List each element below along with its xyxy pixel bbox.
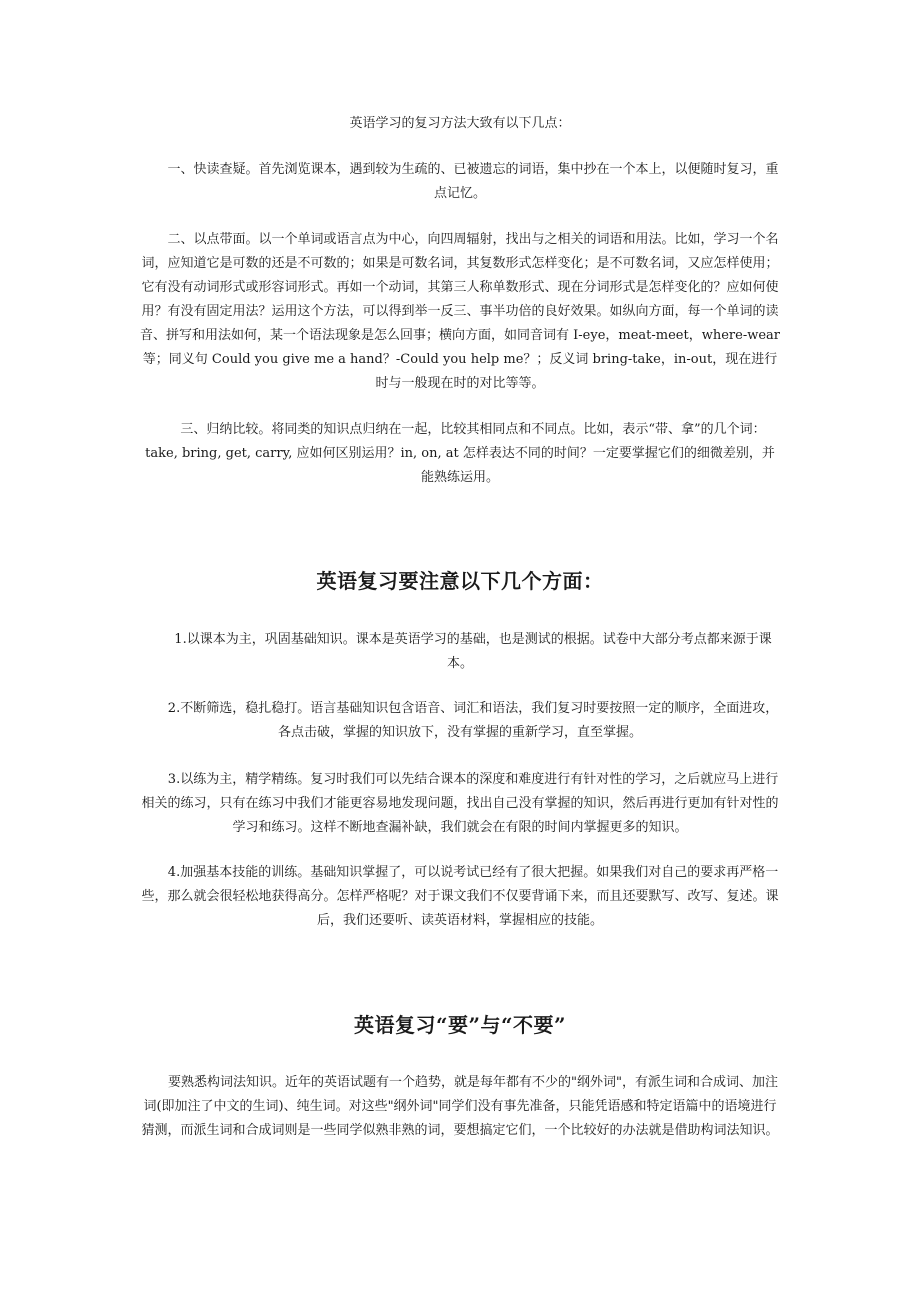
section2-item1: 1.以课本为主，巩固基础知识。课本是英语学习的基础，也是测试的根据。试卷中大部分考点都来源于课本。 xyxy=(174,632,772,671)
section1-point1: 一、快读查疑。首先浏览课本，遇到较为生疏的、已被遗忘的词语，集中抄在一个本上，以便随时复习，重点记忆。 xyxy=(167,162,779,201)
section2-heading: 英语复习要注意以下几个方面： xyxy=(316,569,604,593)
section1-intro: 英语学习的复习方法大致有以下几点： xyxy=(349,116,571,131)
section1-point2: 二、以点带面。以一个单词或语言点为中心，向四周辐射，找出与之相关的词语和用法。比如，学习一个名词，应知道它是可数的还是不可数的；如果是可数名词，其复数形式怎样变化；是不可数名词，又应怎样使用；它有没有动词形式或形容词形式。再如一个动词，其第三人称单数形式、现在分词形式是怎样变化的？应如何使用？有没有固定用法？运用这个方法，可以得到举一反三、事半功倍的良好效果。如纵向方面，每一个单词的读音、拼写和用法如何，某一个语法现象是怎么回事；横向方面，如同音词有 I-eye，meat-meet，where-wear 等；同义句 Could you give me a hand？-Could you help me？；反义词 bring-take，in-out，现在进行时与一般现在时的对比等等。 xyxy=(140,232,780,391)
section3-heading: 英语复习“要”与“不要” xyxy=(353,1013,566,1037)
section2-item3: 3.以练为主，精学精练。复习时我们可以先结合课本的深度和难度进行有针对性的学习，之后就应马上进行相关的练习，只有在练习中我们才能更容易地发现问题，找出自己没有掌握的知识，然后再进行更加有针对性的学习和练习。这样不断地查漏补缺，我们就会在有限的时间内掌握更多的知识。 xyxy=(141,772,779,835)
section2-item2: 2.不断筛选，稳扎稳打。语言基础知识包含语音、词汇和语法，我们复习时要按照一定的顺序，全面进攻，各点击破，掌握的知识放下，没有掌握的重新学习，直至掌握。 xyxy=(167,701,779,740)
section1-point3: 三、归纳比较。将同类的知识点归纳在一起，比较其相同点和不同点。比如，表示“带、拿”的几个词：take, bring, get, carry, 应如何区别运用？in, on, at 怎样表达不同的时间？一定要掌握它们的细微差别，并能熟练运用。 xyxy=(145,422,775,485)
section3-para1: 要熟悉构词法知识。近年的英语试题有一个趋势，就是每年都有不少的"纲外词"，有派生词和合成词、加注词(即加注了中文的生词)、纯生词。对这些"纲外词"同学们没有事先准备，只能凭语感和特定语篇中的语境进行猜测，而派生词和合成词则是一些同学似熟非熟的词，要想搞定它们，一个比较好的办法就是借助构词法知识。 xyxy=(141,1075,779,1138)
section2-item4: 4.加强基本技能的训练。基础知识掌握了，可以说考试已经有了很大把握。如果我们对自己的要求再严格一些，那么就会很轻松地获得高分。怎样严格呢？对于课文我们不仅要背诵下来，而且还要默写、改写、复述。课后，我们还要听、读英语材料，掌握相应的技能。 xyxy=(141,865,779,928)
